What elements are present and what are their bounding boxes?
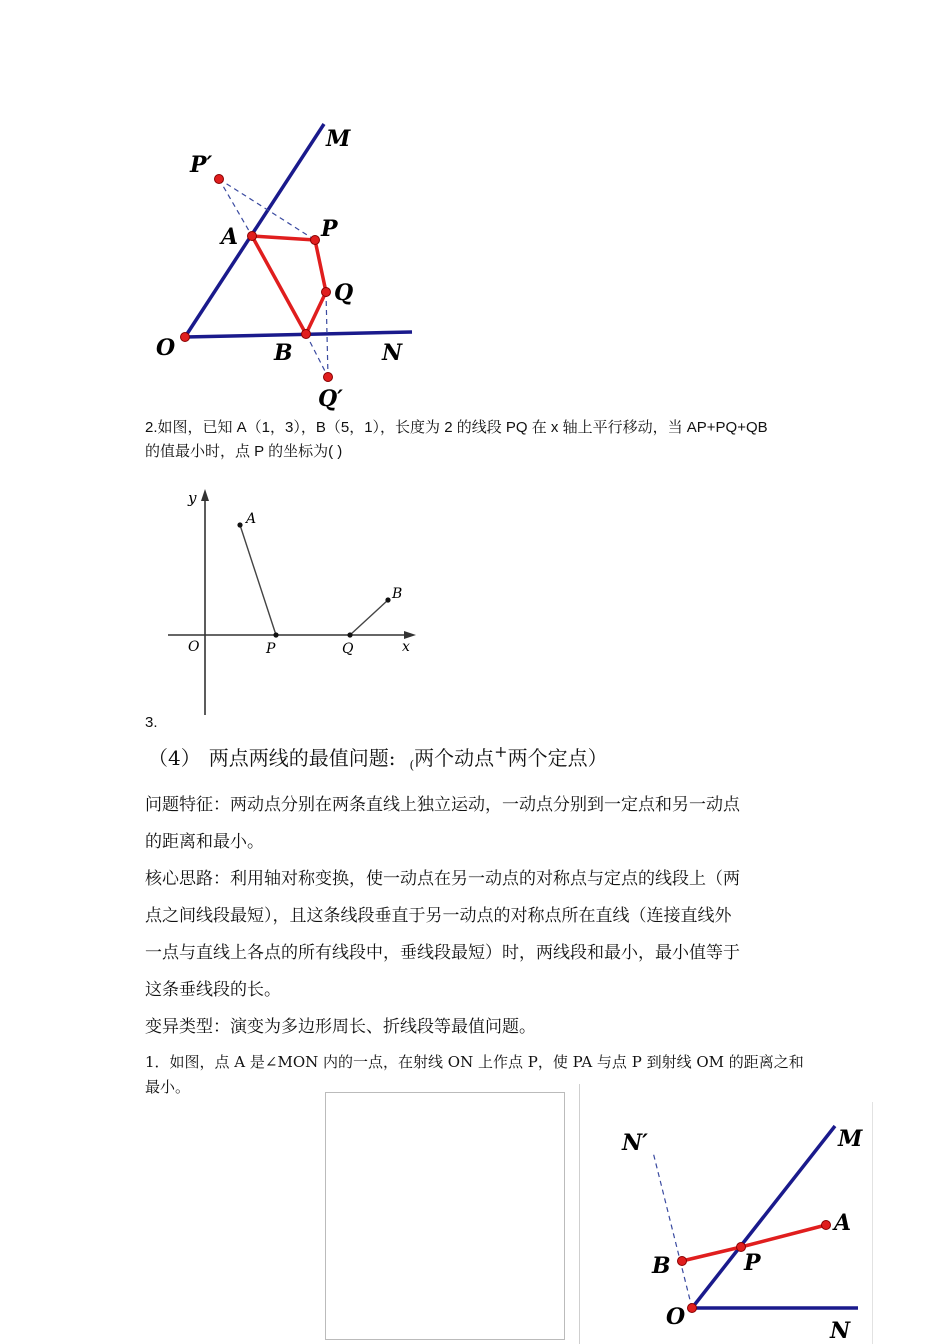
section-heading-number: （4） — [148, 746, 201, 770]
label-p: P — [321, 216, 338, 242]
point-a — [822, 1221, 831, 1230]
label-n: N — [382, 340, 403, 366]
point-q — [347, 632, 352, 637]
point-a — [237, 522, 242, 527]
problem-2-line-1: 2.如图，已知 A（1，3），B（5，1），长度为 2 的线段 PQ 在 x 轴上平行移动，当 AP+PQ+QB — [145, 419, 768, 436]
core-line-4: 这条垂线段的长。 — [145, 980, 281, 1000]
segment-qb — [350, 600, 388, 635]
feature-line-1: 问题特征：两动点分别在两条直线上独立运动，一动点分别到一定点和另一动点 — [145, 795, 740, 815]
label-x: x — [402, 639, 410, 655]
point-b — [385, 597, 390, 602]
label-q: Q — [342, 641, 354, 657]
core-line-2: 点之间线段最短），且这条线段垂直于另一动点的对称点所在直线（连接直线外 — [145, 906, 732, 926]
label-b: B — [392, 586, 403, 602]
label-b: B — [274, 340, 293, 366]
x-axis-arrow-icon — [404, 631, 416, 639]
label-y: y — [188, 489, 197, 507]
feature-line-2: 的距离和最小。 — [145, 832, 264, 852]
point-q — [322, 288, 331, 297]
segment-ap — [240, 525, 276, 635]
polygon-apqb — [252, 236, 326, 334]
label-o: O — [666, 1304, 686, 1330]
label-n-prime: N′ — [622, 1130, 648, 1156]
point-q-prime — [324, 373, 333, 382]
label-o: O — [156, 335, 176, 361]
problem-2-line-2: 的值最小时，点 P 的坐标为( ) — [145, 443, 343, 460]
figure-3-angle-mon — [600, 1110, 872, 1344]
label-q: Q — [334, 280, 354, 306]
ray-on — [185, 332, 412, 337]
label-a: A — [221, 224, 239, 250]
divider-left — [579, 1084, 580, 1344]
point-p — [311, 236, 320, 245]
section-heading — [148, 742, 608, 771]
figure-2-coordinate-plane — [160, 485, 430, 720]
problem-3-label: 3. — [145, 714, 158, 731]
point-p-prime — [215, 175, 224, 184]
label-a: A — [246, 511, 257, 527]
variant-line: 变异类型：演变为多边形周长、折线段等最值问题。 — [145, 1017, 536, 1037]
exercise-1-line-1: 1．如图，点 A 是∠MON 内的一点，在射线 ON 上作点 P，使 PA 与点 P 到射线 OM 的距离之和 — [145, 1053, 804, 1071]
label-a: A — [834, 1210, 852, 1236]
label-q-prime: Q′ — [318, 386, 343, 412]
label-p: P — [266, 641, 276, 657]
label-b: B — [652, 1253, 671, 1279]
label-m: M — [838, 1126, 863, 1152]
label-o: O — [188, 639, 200, 655]
blank-figure-box — [325, 1092, 565, 1340]
exercise-1-line-2: 最小。 — [145, 1078, 191, 1096]
section-heading-title: 两点两线的最值问题: — [208, 746, 396, 770]
section-heading-plus: + — [494, 742, 508, 761]
point-o — [181, 333, 190, 342]
point-a — [248, 232, 257, 241]
section-heading-paren: ( — [409, 758, 415, 772]
label-n: N — [830, 1318, 851, 1344]
core-line-1: 核心思路：利用轴对称变换，使一动点在另一动点的对称点与定点的线段上（两 — [145, 869, 740, 889]
label-p: P — [744, 1250, 761, 1276]
point-p — [273, 632, 278, 637]
divider-right — [872, 1102, 873, 1344]
ray-om — [692, 1126, 835, 1308]
point-b — [302, 330, 311, 339]
dashed-o-n-prime — [653, 1152, 692, 1308]
core-line-3: 一点与直线上各点的所有线段中，垂线段最短）时，两线段和最小，最小值等于 — [145, 943, 740, 963]
label-m: M — [326, 126, 351, 152]
problem-2-text — [145, 416, 768, 464]
dashed-b-q-prime — [306, 334, 328, 377]
point-b — [678, 1257, 687, 1266]
section-heading-sub-b: 两个定点） — [507, 746, 608, 770]
label-p-prime: P′ — [190, 152, 213, 178]
figure-1-polygon-reflection — [140, 110, 440, 420]
body-paragraphs — [145, 787, 740, 1046]
point-o — [688, 1304, 697, 1313]
y-axis-arrow-icon — [201, 489, 209, 501]
section-heading-sub-a: 两个动点 — [414, 746, 495, 770]
